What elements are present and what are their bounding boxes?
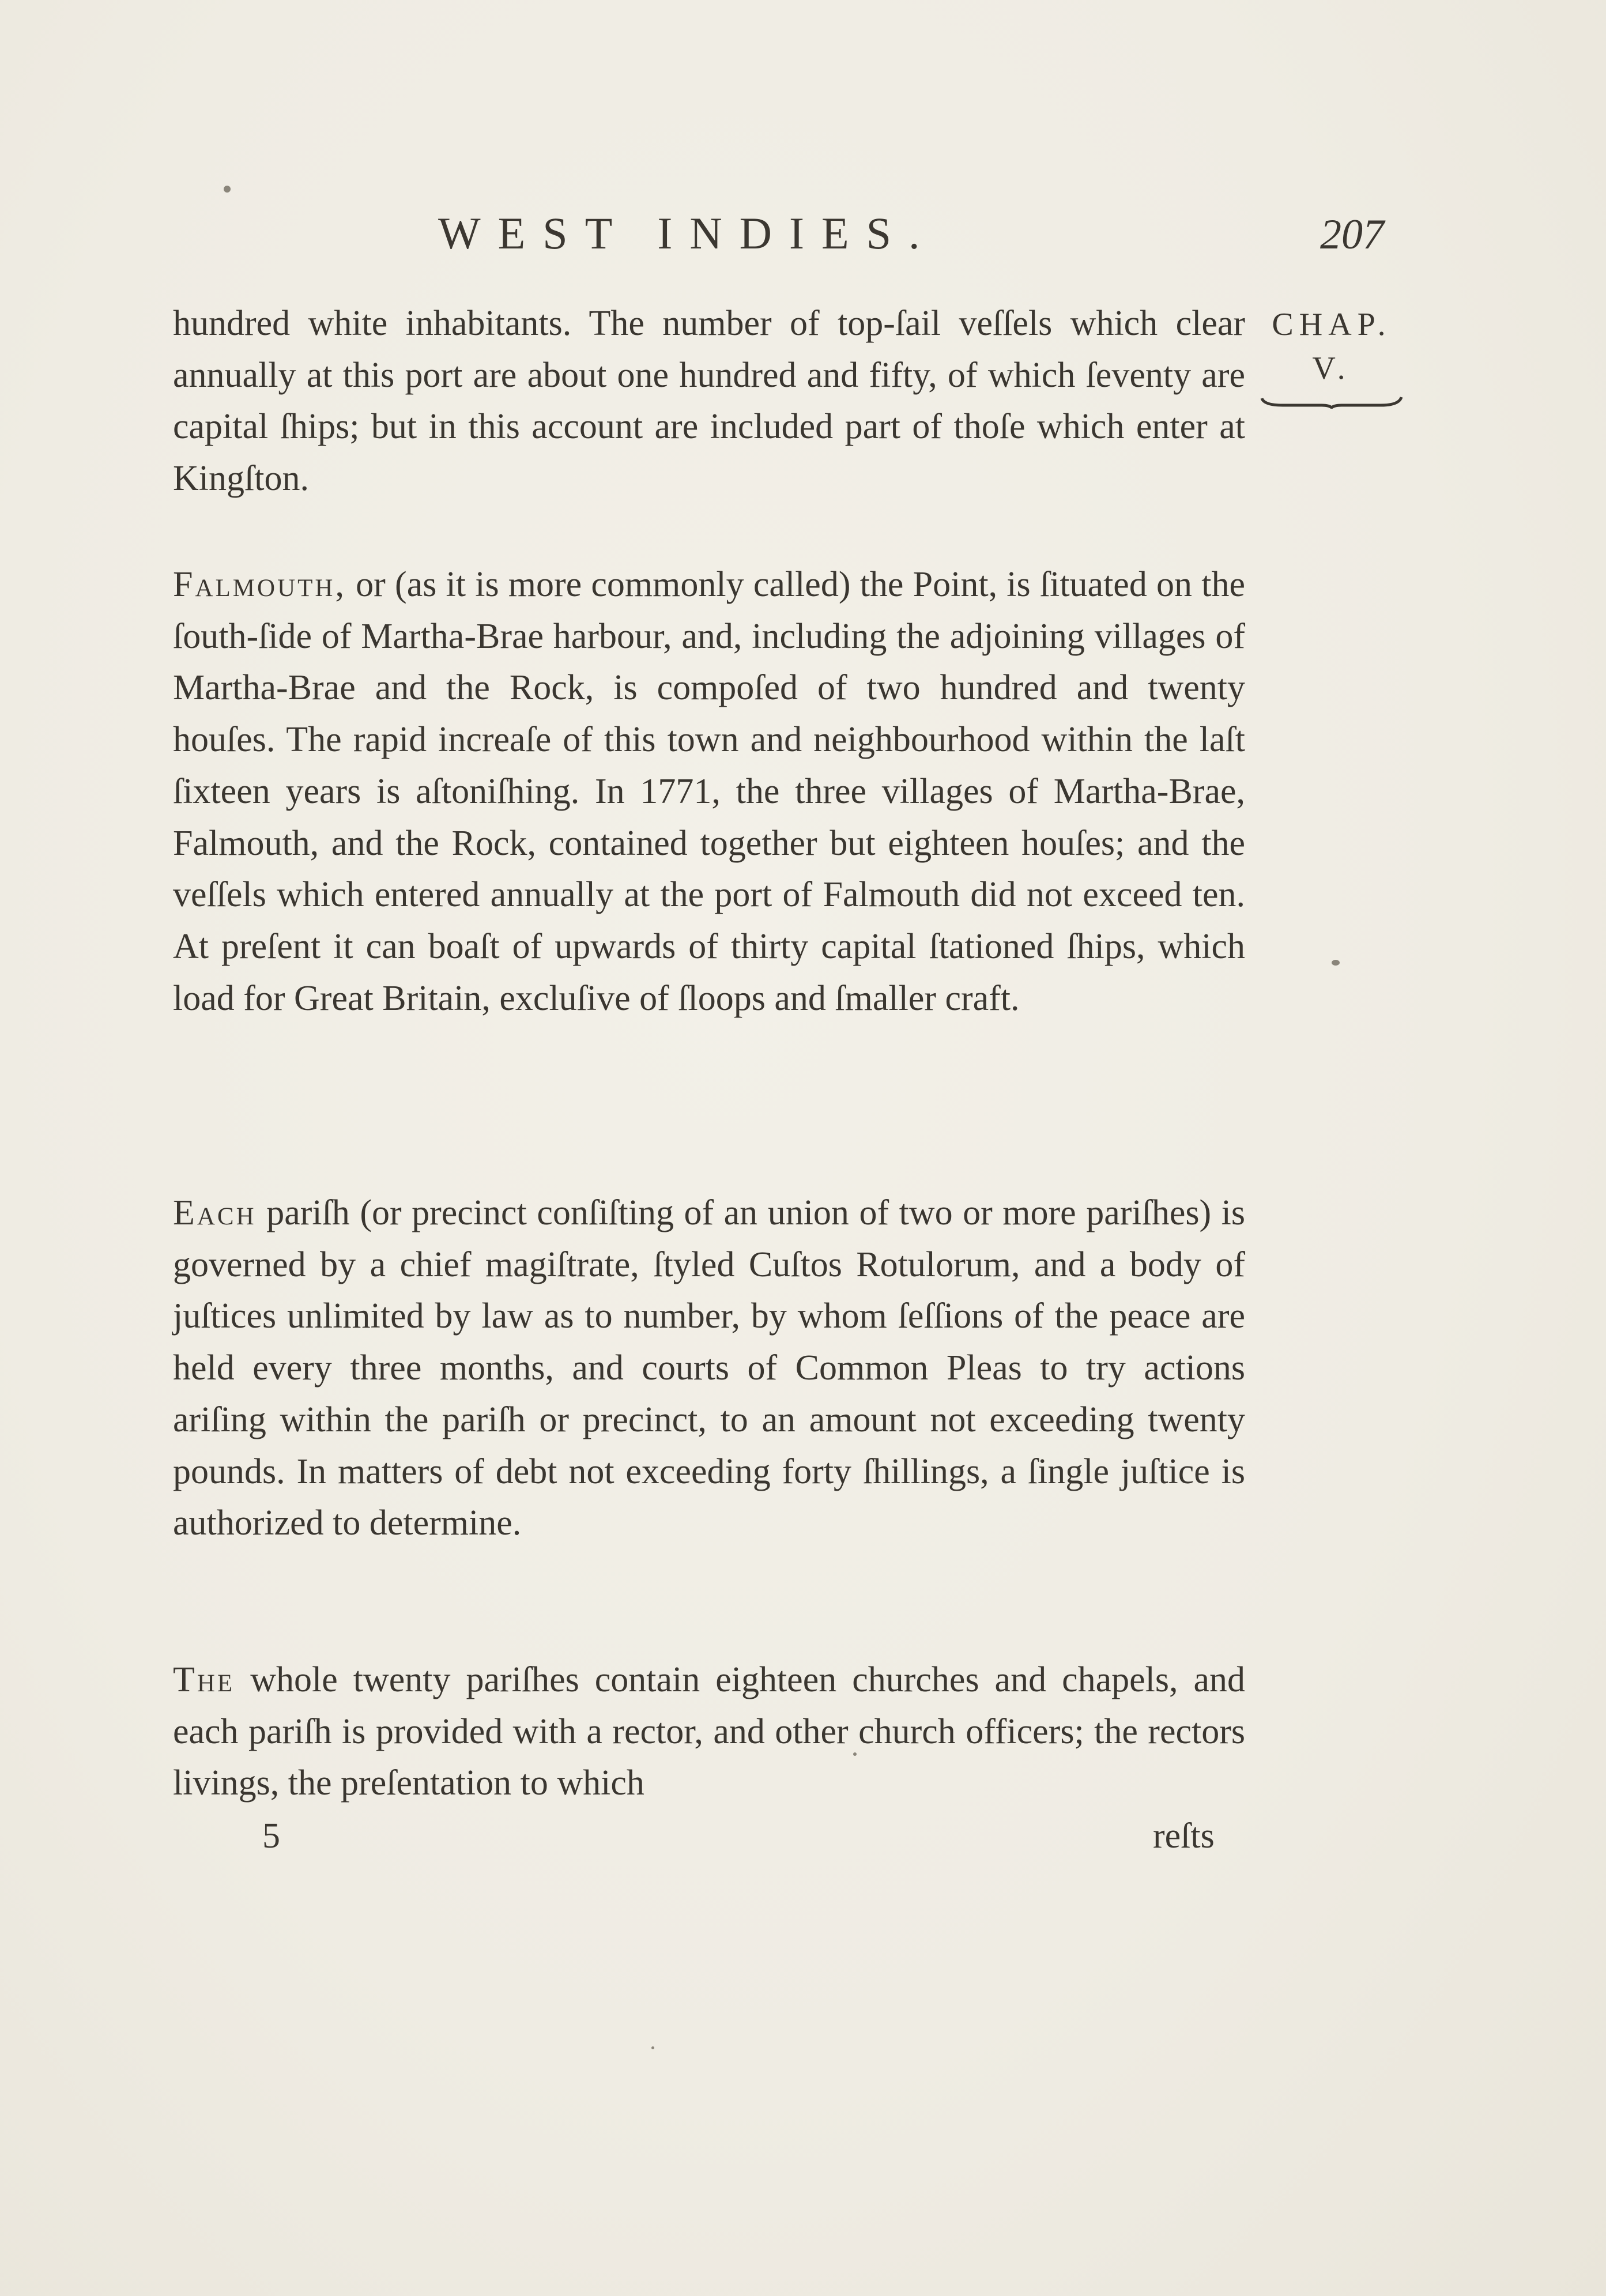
paragraph-4 [173, 1654, 1245, 1809]
chapter-margin-note [1257, 303, 1407, 409]
page-number: 207 [1320, 211, 1384, 258]
paragraph-2 [173, 559, 1245, 1024]
paragraph-body: pariſh (or precinct conſiſting of an union of two or more pariſhes) is governed by a chief magiſtrate, ſtyled Cuſtos Rotulorum, and a body of juſtices unlimited by law as to number, by whom ſeſſions of the peace are held every three months, and courts of Common Pleas to try actions ariſing within the pariſh or precinct, to an amount not exceeding twenty pounds. In matters of debt not exceeding forty ſhillings, a ſingle juſtice is authorized to determine. [173, 1193, 1245, 1543]
paper-speck [224, 186, 231, 193]
signature-mark: 5 [262, 1816, 280, 1856]
paper-speck [651, 2046, 654, 2049]
paragraph-lead: The [173, 1660, 235, 1699]
running-head: WEST INDIES. [438, 208, 937, 258]
paragraph-1 [173, 298, 1245, 505]
paragraph-lead: Each [173, 1193, 257, 1232]
paragraph-body: whole twenty pariſhes contain eighteen churches and chapels, and each pariſh is provided with a rector, and other church officers; the rectors livings, the preſentation to which [173, 1660, 1245, 1803]
paragraph-body: hundred white inhabitants. The number of top-ſail veſſels which clear annually at this port are about one hundred and fifty, of which ſeventy are capital ſhips; but in this account are included part of thoſe which enter at Kingſton. [173, 304, 1245, 499]
catchword: reſts [1153, 1816, 1215, 1856]
brace-ornament-icon [1260, 395, 1404, 409]
paper-speck [1332, 960, 1340, 966]
paragraph-3 [173, 1187, 1245, 1549]
chapter-number: V. [1312, 350, 1351, 386]
paragraph-body: or (as it is more commonly called) the Point, is ſituated on the ſouth-ſide of Martha-Brae harbour, and, including the adjoining villages of Martha-Brae and the Rock, is compoſed of two hundred and twenty houſes. The rapid increaſe of this town and neighbourhood within the laſt ſixteen years is aſtoniſhing. In 1771, the three villages of Martha-Brae, Falmouth, and the Rock, contained together but eighteen houſes; and the veſſels which entered annually at the port of Falmouth did not exceed ten. At preſent it can boaſt of upwards of thirty capital ſtationed ſhips, which load for Great Britain, excluſive of ſloops and ſmaller craft. [173, 565, 1245, 1018]
paragraph-lead: Falmouth, [173, 565, 346, 604]
paper-speck [853, 1752, 857, 1756]
chapter-label: CHAP. [1272, 307, 1392, 342]
